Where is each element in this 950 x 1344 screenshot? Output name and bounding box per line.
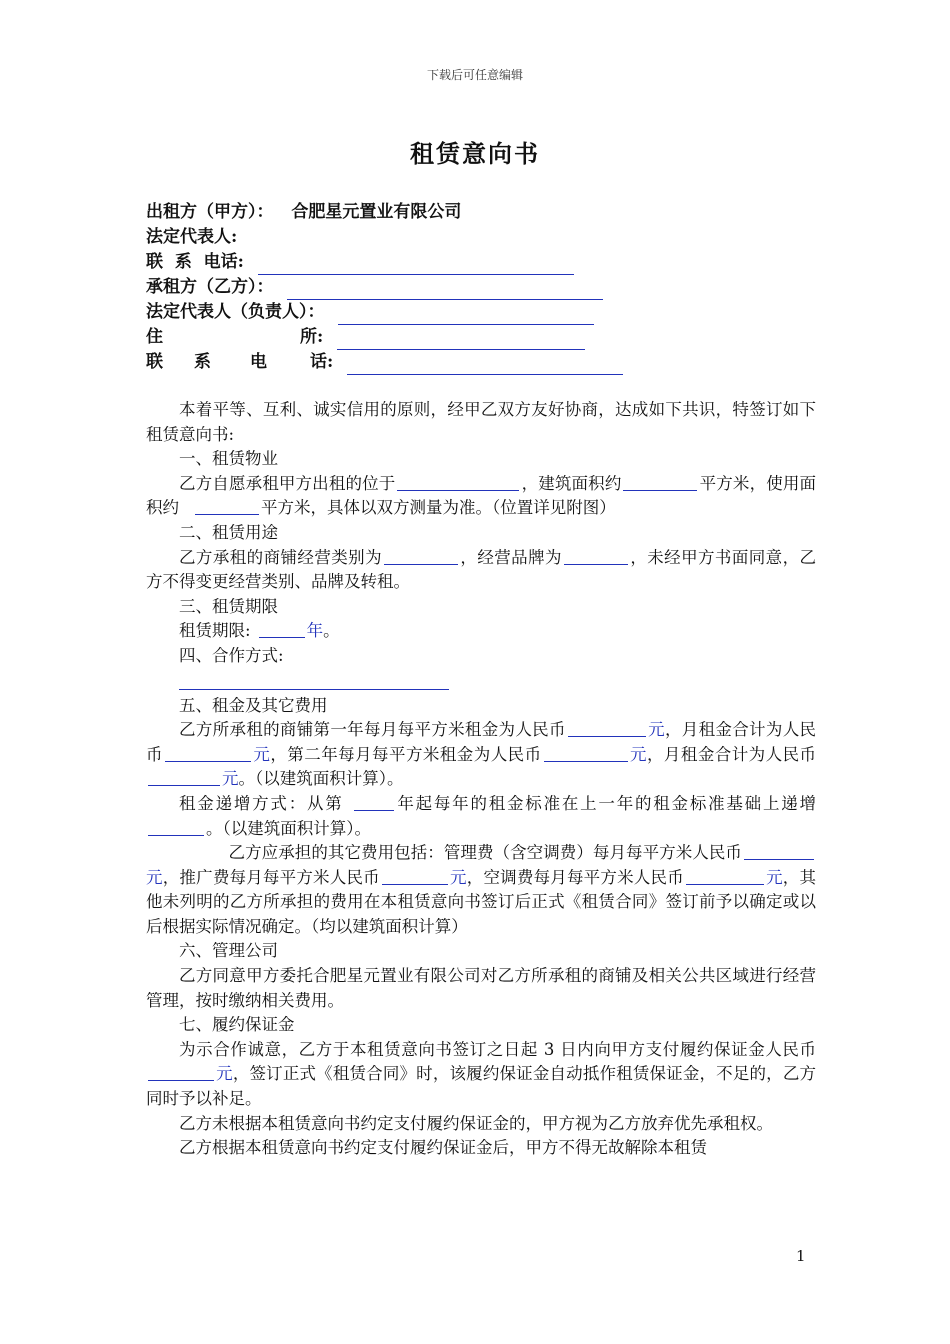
unit-yuan: 元 [216,1064,233,1084]
section-4-title: 四、合作方式: [179,645,284,665]
s5-fee-d: ，其他未列明的乙方所承担的费用在本租赁意向书签订后正式《租赁合同》签订前予以确定或以后根据实际情况确定。（均以建筑面积计算） [146,867,816,936]
term-years-blank[interactable] [259,621,305,638]
section-7-deposit [146,1038,816,1112]
section-6-text: 乙方同意甲方委托合肥星元置业有限公司对乙方所承租的商铺及相关公共区域进行经营管理，按时缴纳相关费用。 [146,966,816,1010]
document-title: 租赁意向书 [410,139,540,168]
ac-fee-blank[interactable] [686,868,764,885]
monthly-y1-blank[interactable] [165,745,251,762]
phone2-char-1: 联 [146,352,163,372]
lessee-blank[interactable] [287,281,603,300]
location-blank[interactable] [397,474,519,491]
s5-text-c: ，第二年每月每平方米租金为人民币 [270,744,542,764]
section-7-obligation: 乙方根据本租赁意向书约定支付履约保证金后，甲方不得无故解除本租赁 [179,1138,707,1158]
phone2-char-3: 电 [250,352,267,372]
cooperation-blank[interactable] [179,675,449,690]
usable-area-blank[interactable] [195,498,259,515]
section-5-increase [146,792,816,841]
phone2-char-2: 系 [194,352,211,372]
agreement-body [146,398,816,1161]
section-2-title: 二、租赁用途 [179,522,278,542]
s5-text-d: ，月租金合计为人民币 [646,744,817,764]
section-1-text [146,472,816,521]
lessee-rep-row [146,300,816,325]
s7-text-a: 为示合作诚意，乙方于本租赁意向书签订之日起 3 日内向甲方支付履约保证金人民币 [179,1039,816,1059]
section-5-title: 五、租金及其它费用 [179,695,328,715]
promotion-fee-blank[interactable] [382,868,448,885]
unit-yuan: 元 [146,867,163,887]
page-number: 1 [796,1247,806,1265]
unit-yuan: 元 [629,744,647,764]
brand-blank[interactable] [564,548,628,565]
s2-text-c: ，未经甲方书面同意，乙方不得变更经营类别、品牌及转租。 [146,547,817,592]
unit-yuan: 元 [765,867,783,887]
address-blank[interactable] [337,331,585,350]
lessor-label: 出租方（甲方）： [146,202,274,222]
lessor-row [146,200,816,225]
lessee-rep-label: 法定代表人（负责人）： [146,302,325,322]
s5-fee-a: 乙方应承担的其它费用包括：管理费（含空调费）每月每平方米人民币 [228,843,742,863]
increase-start-blank[interactable] [354,794,394,811]
s5-inc-b: 年起每年的租金标准在上一年的租金标准基础上递增 [395,793,816,813]
s7-text-b: ，签订正式《租赁合同》时，该履约保证金自动抵作租赁保证金，不足的，乙方同时予以补足。 [146,1064,817,1109]
s5-text-b: ，月租金合计为人民币 [146,720,817,764]
rent-y2-blank[interactable] [544,745,628,762]
unit-yuan: 元 [222,769,239,789]
s5-text-e: 。（以建筑面积计算）。 [238,769,404,789]
lessee-row [146,275,816,300]
s5-text-a: 乙方所承租的商铺第一年每月每平方米租金为人民币 [179,720,566,740]
s3-text-a: 租赁期限: [179,621,251,641]
s3-unit: 年 [306,621,324,641]
section-3-text [146,619,816,644]
unit-yuan: 元 [647,720,665,740]
section-1-title: 一、租赁物业 [179,449,278,469]
s1-text-a: 乙方自愿承租甲方出租的位于 [179,473,396,493]
legal-rep-label: 法定代表人: [146,227,238,247]
phone2-blank[interactable] [347,356,623,375]
s1-text-b: ，建筑面积约 [521,473,622,493]
address-row [146,325,816,350]
phone-blank[interactable] [258,256,574,275]
rent-y1-blank[interactable] [568,720,646,737]
s2-text-b: ，经营品牌为 [460,547,562,567]
deposit-blank[interactable] [148,1064,214,1081]
s5-fee-b: ，推广费每月每平方米人民币 [162,867,380,887]
s3-end: 。 [323,621,340,641]
section-5-fees [146,841,816,939]
s5-fee-c: ，空调费每月每平方米人民币 [466,867,684,887]
phone-label: 联 系 电话: [146,252,244,272]
phone2-row [146,350,816,375]
address-label-b: 所: [300,327,324,347]
phone2-char-4: 话: [310,352,334,372]
building-area-blank[interactable] [623,474,697,491]
management-fee-blank[interactable] [744,843,814,860]
section-2-text [146,546,816,595]
intro-paragraph: 本着平等、互利、诚实信用的原则，经甲乙双方友好协商，达成如下共识，特签订如下租赁意向书: [146,400,816,444]
s5-inc-c: 。（以建筑面积计算）。 [206,818,371,838]
parties-block [146,200,816,375]
increase-rate-blank[interactable] [148,819,204,836]
address-label-a: 住 [146,327,163,347]
phone-row [146,250,816,275]
header-note: 下载后可任意编辑 [426,68,523,82]
section-3-title: 三、租赁期限 [179,596,278,616]
section-7-forfeit: 乙方未根据本租赁意向书约定支付履约保证金的，甲方视为乙方放弃优先承租权。 [179,1113,773,1133]
lessee-rep-blank[interactable] [338,306,594,325]
monthly-y2-blank[interactable] [148,769,220,786]
business-category-blank[interactable] [384,548,458,565]
s1-text-d: 平方米，具体以双方测量为准。（位置详见附图） [261,498,616,518]
lessee-label: 承租方（乙方）： [146,277,274,297]
section-5-rent [146,718,816,792]
unit-yuan: 元 [252,744,271,764]
s2-text-a: 乙方承租的商铺经营类别为 [179,547,382,567]
section-6-title: 六、管理公司 [179,941,278,961]
unit-yuan: 元 [449,867,467,887]
s1-text-c: 平方米，使用面积约 [146,473,817,518]
section-7-title: 七、履约保证金 [179,1015,295,1035]
s5-inc-a: 租金递增方式：从第 [179,793,344,813]
lessor-name: 合肥星元置业有限公司 [291,202,462,222]
legal-rep-row [146,225,816,250]
